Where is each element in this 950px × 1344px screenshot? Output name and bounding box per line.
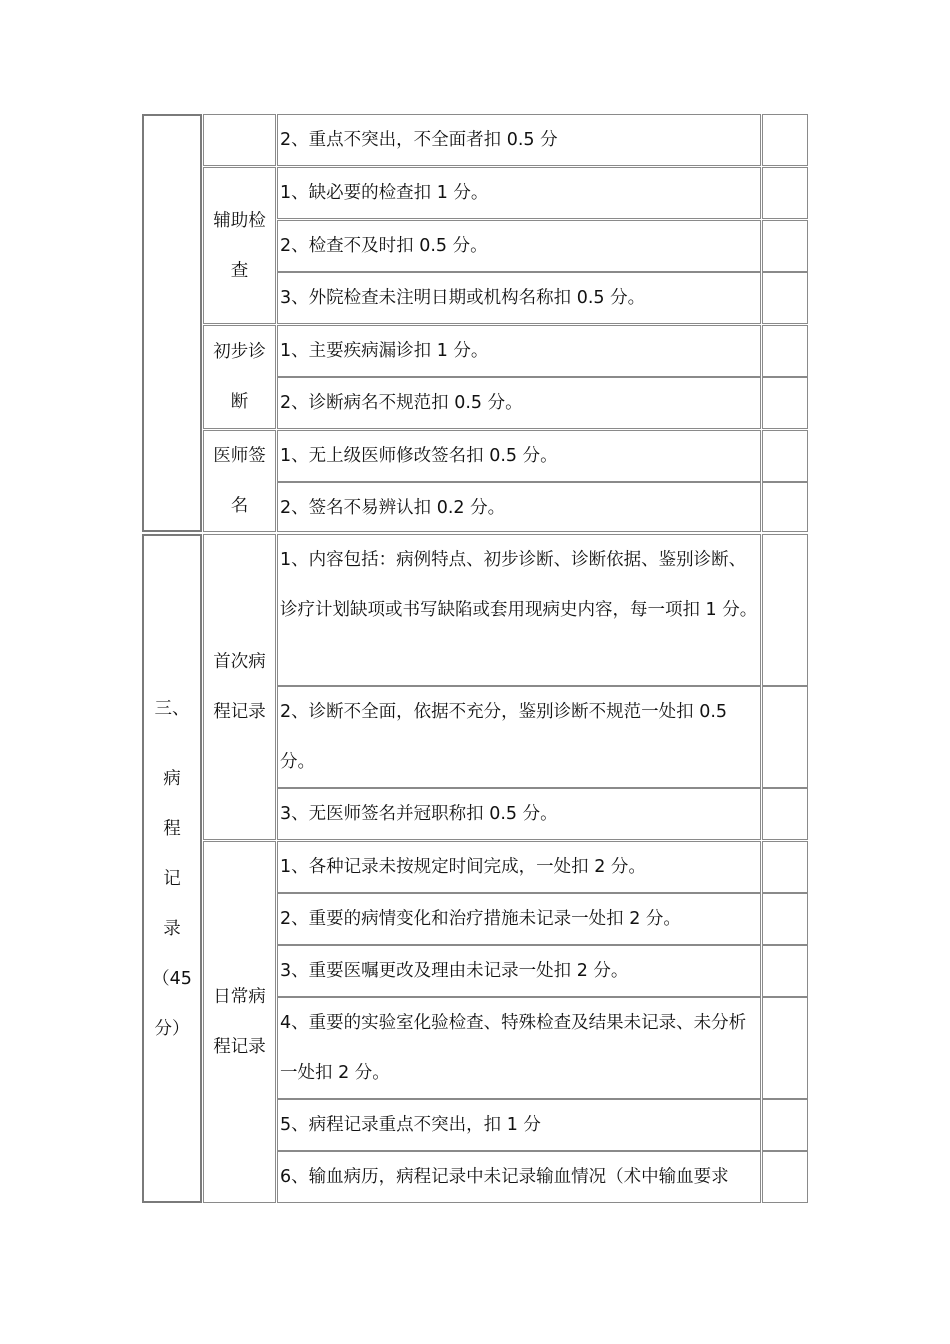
section-3-label-line4: 记 xyxy=(163,868,181,889)
score-cell xyxy=(762,997,808,1099)
daily-record-criterion-4: 4、重要的实验室化验检查、特殊检查及结果未记录、未分析一处扣 2 分。 xyxy=(277,997,761,1099)
score-cell xyxy=(762,430,808,482)
aux-exam-criterion-2: 2、检查不及时扣 0.5 分。 xyxy=(277,220,761,272)
daily-record-label-line1: 日常病 xyxy=(213,987,266,1007)
section-3-label-line6: （45 xyxy=(152,968,192,989)
doctor-sign-criterion-2: 2、签名不易辨认扣 0.2 分。 xyxy=(277,482,761,532)
first-record-criterion-1: 1、内容包括：病例特点、初步诊断、诊断依据、鉴别诊断、诊疗计划缺项或书写缺陷或套用现病史内容，每一项扣 1 分。 xyxy=(277,534,761,686)
doctor-sign-label-line1: 医师签 xyxy=(213,446,266,466)
aux-exam-criterion-1: 1、缺必要的检查扣 1 分。 xyxy=(277,167,761,219)
score-cell xyxy=(762,534,808,686)
section-3-label-line7: 分） xyxy=(154,1018,190,1039)
score-cell xyxy=(762,167,808,219)
prelim-diag-label xyxy=(203,325,276,429)
score-cell xyxy=(762,1099,808,1151)
history-criterion-2: 2、重点不突出，不全面者扣 0.5 分 xyxy=(277,114,761,166)
section-3-category-label xyxy=(142,534,202,1203)
first-record-criterion-2: 2、诊断不全面，依据不充分，鉴别诊断不规范一处扣 0.5 分。 xyxy=(277,686,761,788)
section-3-label-line1: 三、 xyxy=(154,698,190,719)
first-record-label xyxy=(203,534,276,840)
first-record-label-line2: 程记录 xyxy=(213,702,266,722)
doctor-sign-label xyxy=(203,430,276,532)
score-cell xyxy=(762,325,808,377)
prelim-diag-label-line1: 初步诊 xyxy=(213,342,266,362)
history-subcategory-cell xyxy=(203,114,276,166)
score-cell xyxy=(762,482,808,532)
score-cell xyxy=(762,114,808,166)
score-cell xyxy=(762,893,808,945)
doctor-sign-label-line2: 名 xyxy=(230,496,249,516)
prelim-diag-criterion-1: 1、主要疾病漏诊扣 1 分。 xyxy=(277,325,761,377)
prelim-diag-criterion-2: 2、诊断病名不规范扣 0.5 分。 xyxy=(277,377,761,429)
daily-record-criterion-5: 5、病程记录重点不突出，扣 1 分 xyxy=(277,1099,761,1151)
score-cell xyxy=(762,788,808,840)
section-2-category-cell xyxy=(142,114,202,532)
prelim-diag-label-line2: 断 xyxy=(230,392,249,412)
section-3-label-line3: 程 xyxy=(163,818,181,839)
section-3-label-line2: 病 xyxy=(163,768,181,789)
score-cell xyxy=(762,272,808,324)
daily-record-criterion-1: 1、各种记录未按规定时间完成，一处扣 2 分。 xyxy=(277,841,761,893)
score-cell xyxy=(762,1151,808,1203)
doctor-sign-criterion-1: 1、无上级医师修改签名扣 0.5 分。 xyxy=(277,430,761,482)
aux-exam-label-line2: 查 xyxy=(230,260,249,281)
daily-record-label-line2: 程记录 xyxy=(213,1037,266,1057)
daily-record-criterion-6: 6、输血病历，病程记录中未记录输血情况（术中输血要求 xyxy=(277,1151,761,1203)
score-cell xyxy=(762,686,808,788)
aux-exam-label xyxy=(203,167,276,324)
first-record-label-line1: 首次病 xyxy=(213,652,266,672)
score-cell xyxy=(762,945,808,997)
score-cell xyxy=(762,377,808,429)
score-cell xyxy=(762,841,808,893)
aux-exam-label-line1: 辅助检 xyxy=(213,210,266,231)
daily-record-label xyxy=(203,841,276,1203)
aux-exam-criterion-3: 3、外院检查未注明日期或机构名称扣 0.5 分。 xyxy=(277,272,761,324)
first-record-criterion-3: 3、无医师签名并冠职称扣 0.5 分。 xyxy=(277,788,761,840)
section-3-label-line5: 录 xyxy=(163,918,181,939)
daily-record-criterion-3: 3、重要医嘱更改及理由未记录一处扣 2 分。 xyxy=(277,945,761,997)
score-cell xyxy=(762,220,808,272)
scoring-table xyxy=(142,114,808,1203)
daily-record-criterion-2: 2、重要的病情变化和治疗措施未记录一处扣 2 分。 xyxy=(277,893,761,945)
